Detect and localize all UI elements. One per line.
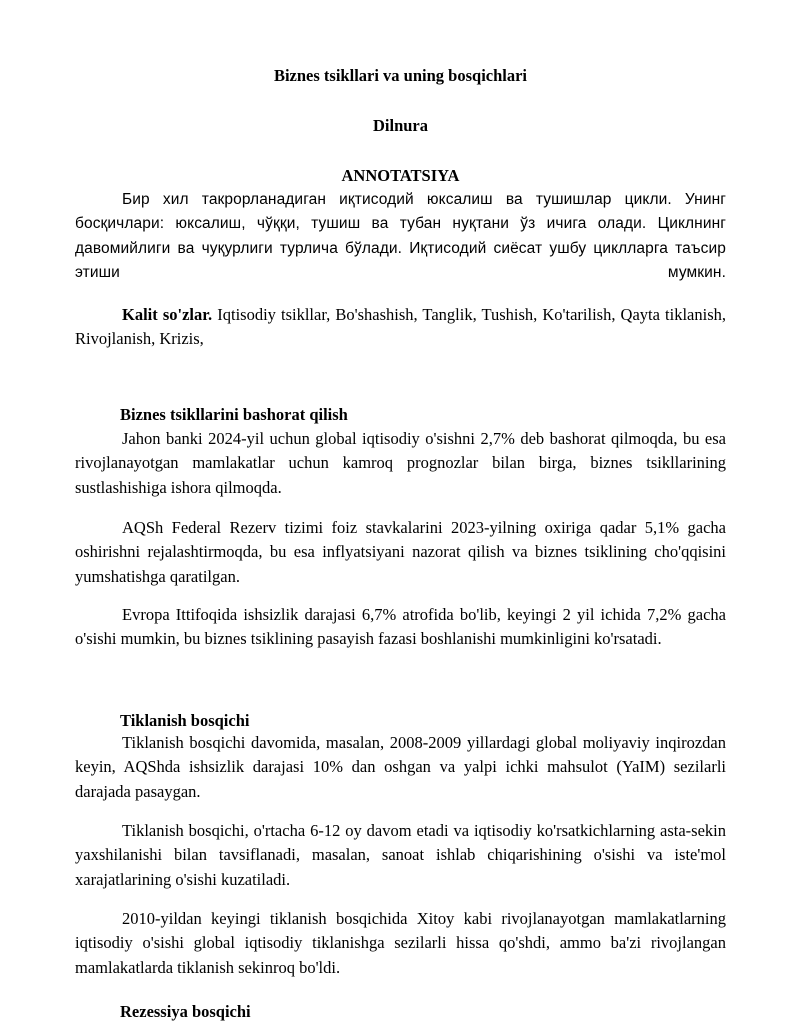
abstract-heading: ANNOTATSIYA: [341, 166, 460, 185]
author-name: Dilnura: [372, 116, 428, 135]
section-heading-recession: Rezessiya bosqichi: [120, 1002, 251, 1021]
keywords-label: Kalit so'zlar.: [122, 305, 213, 324]
paper-title: Biznes tsikllari va uning bosqichlari: [273, 66, 528, 85]
paragraph: 2010-yildan keyingi tiklanish bosqichida Xitoy kabi rivojlanayotgan mamlakatlarning iqtisodiy o'sishi global iqtisodiy tiklanishga sezilarli hissa qo'shdi, ammo ba'zi rivojlangan mamlakatlarda tiklanish sekinroq bo'ldi.: [75, 909, 726, 977]
paragraph: AQSh Federal Rezerv tizimi foiz stavkalarini 2023-yilning oxiriga qadar 5,1% gacha oshirishni rejalashtirmoqda, bu esa inflyatsiyani nazorat qilish va biznes tsiklining cho'qqisini yumshatishga qaratilgan.: [75, 518, 726, 586]
abstract-text: Бир хил такрорланадиган иқтисодий юксалиш ва тушишлар цикли. Унинг босқичлари: юксалиш, чўққи, тушиш ва тубан нуқтани ўз ичига олади. Циклнинг давомийлиги ва чуқурлиги турлича бўлади. Иқтисодий сиёсат ушбу циклларга таъсир этиши мумкин.: [75, 191, 726, 281]
paragraph: Tiklanish bosqichi davomida, masalan, 2008-2009 yillardagi global moliyaviy inqirozdan keyin, AQShda ishsizlik darajasi 10% dan oshgan va yalpi ichki mahsulot (YaIM) sezilarli darajada pasaygan.: [75, 733, 726, 801]
paragraph: Jahon banki 2024-yil uchun global iqtisodiy o'sishni 2,7% deb bashorat qilmoqda, bu esa rivojlanayotgan mamlakatlar uchun kamroq prognozlar bilan birga, biznes tsikllarining sustlashishiga ishora qilmoqda.: [75, 429, 726, 497]
paragraph: Evropa Ittifoqida ishsizlik darajasi 6,7% atrofida bo'lib, keyingi 2 yil ichida 7,2% gacha o'sishi mumkin, bu biznes tsiklining pasayish fazasi boshlanishi mumkinligini ko'rsatadi.: [75, 605, 726, 649]
keywords-paragraph: [75, 303, 726, 352]
section-heading-forecast: Biznes tsikllarini bashorat qilish: [120, 405, 348, 424]
keywords-text: Iqtisodiy tsikllar, Bo'shashish, Tanglik, Tushish, Ko'tarilish, Qayta tiklanish, Rivojlanish, Krizis,: [75, 305, 726, 349]
section-heading-recovery: Tiklanish bosqichi: [120, 711, 250, 730]
paragraph: Tiklanish bosqichi, o'rtacha 6-12 oy davom etadi va iqtisodiy ko'rsatkichlarning asta-sekin yaxshilanishi bilan tavsiflanadi, masalan, sanoat ishlab chiqarishining o'sishi va iste'mol xarajatlarining o'sishi kuzatiladi.: [75, 821, 726, 889]
